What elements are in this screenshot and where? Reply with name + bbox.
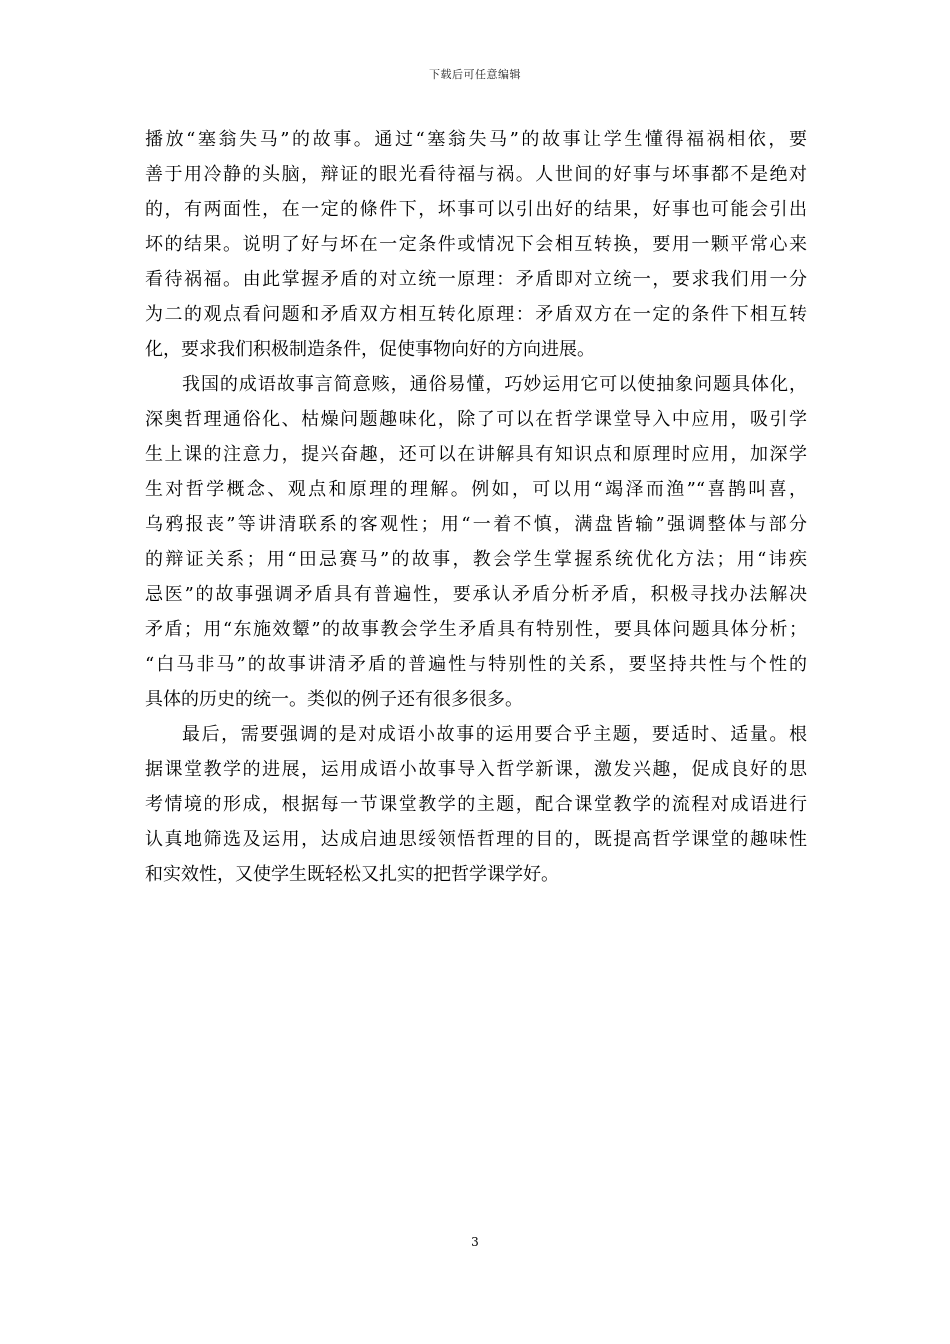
page-number: 3 xyxy=(471,1235,479,1249)
text-line: 善于用冷静的头脑，辩证的眼光看待福与祸。人世间的好事与坏事都不是绝对 xyxy=(145,164,807,185)
paragraph xyxy=(145,122,807,367)
text-line: 最后，需要强调的是对成语小故事的运用要合乎主题，要适时、适量。根 xyxy=(182,724,807,745)
text-line: 认真地筛选及运用，达成启迪思绥领悟哲理的目的，既提高哲学课堂的趣味性 xyxy=(145,829,807,850)
body-text xyxy=(145,122,807,892)
text-line: 看待祸福。由此掌握矛盾的对立统一原理：矛盾即对立统一，要求我们用一分 xyxy=(145,269,807,290)
text-line: 为二的观点看问题和矛盾双方相互转化原理：矛盾双方在一定的条件下相互转 xyxy=(145,304,807,325)
text-line: 具体的历史的统一。类似的例子还有很多很多。 xyxy=(145,689,523,710)
text-line: 播放“塞翁失马”的故事。通过“塞翁失马”的故事让学生懂得福祸相依，要 xyxy=(145,129,807,150)
paragraph xyxy=(145,367,807,717)
paragraph xyxy=(145,717,807,892)
text-line: 乌鸦报丧”等讲清联系的客观性；用“一着不慎，满盘皆输”强调整体与部分 xyxy=(145,514,807,535)
text-line: 生对哲学概念、观点和原理的理解。例如，可以用“竭泽而渔”“喜鹊叫喜， xyxy=(145,479,807,500)
text-line: 的辩证关系；用“田忌赛马”的故事，教会学生掌握系统优化方法；用“讳疾 xyxy=(145,549,807,570)
text-line: 和实效性，又使学生既轻松又扎实的把哲学课学好。 xyxy=(145,864,559,885)
text-line: 考情境的形成，根据每一节课堂教学的主题，配合课堂教学的流程对成语进行 xyxy=(145,794,807,815)
text-line: 化，要求我们积极制造条件，促使事物向好的方向进展。 xyxy=(145,339,595,360)
text-line: 我国的成语故事言简意赅，通俗易懂，巧妙运用它可以使抽象问题具体化， xyxy=(182,374,807,395)
text-line: 深奥哲理通俗化、枯燥问题趣味化，除了可以在哲学课堂导入中应用，吸引学 xyxy=(145,409,807,430)
text-line: 忌医”的故事强调矛盾具有普遍性，要承认矛盾分析矛盾，积极寻找办法解决 xyxy=(145,584,807,605)
text-line: “白马非马”的故事讲清矛盾的普遍性与特别性的关系，要坚持共性与个性的 xyxy=(145,654,807,675)
text-line: 矛盾；用“东施效颦”的故事教会学生矛盾具有特别性，要具体问题具体分析； xyxy=(145,619,807,640)
text-line: 据课堂教学的进展，运用成语小故事导入哲学新课，激发兴趣，促成良好的思 xyxy=(145,759,807,780)
text-line: 坏的结果。说明了好与坏在一定条件或情况下会相互转换，要用一颗平常心来 xyxy=(145,234,807,255)
text-line: 生上课的注意力，提兴奋趣，还可以在讲解具有知识点和原理时应用，加深学 xyxy=(145,444,807,465)
page-header: 下载后可任意编辑 xyxy=(429,68,521,81)
text-line: 的，有两面性，在一定的條件下，坏事可以引出好的结果，好事也可能会引出 xyxy=(145,199,807,220)
